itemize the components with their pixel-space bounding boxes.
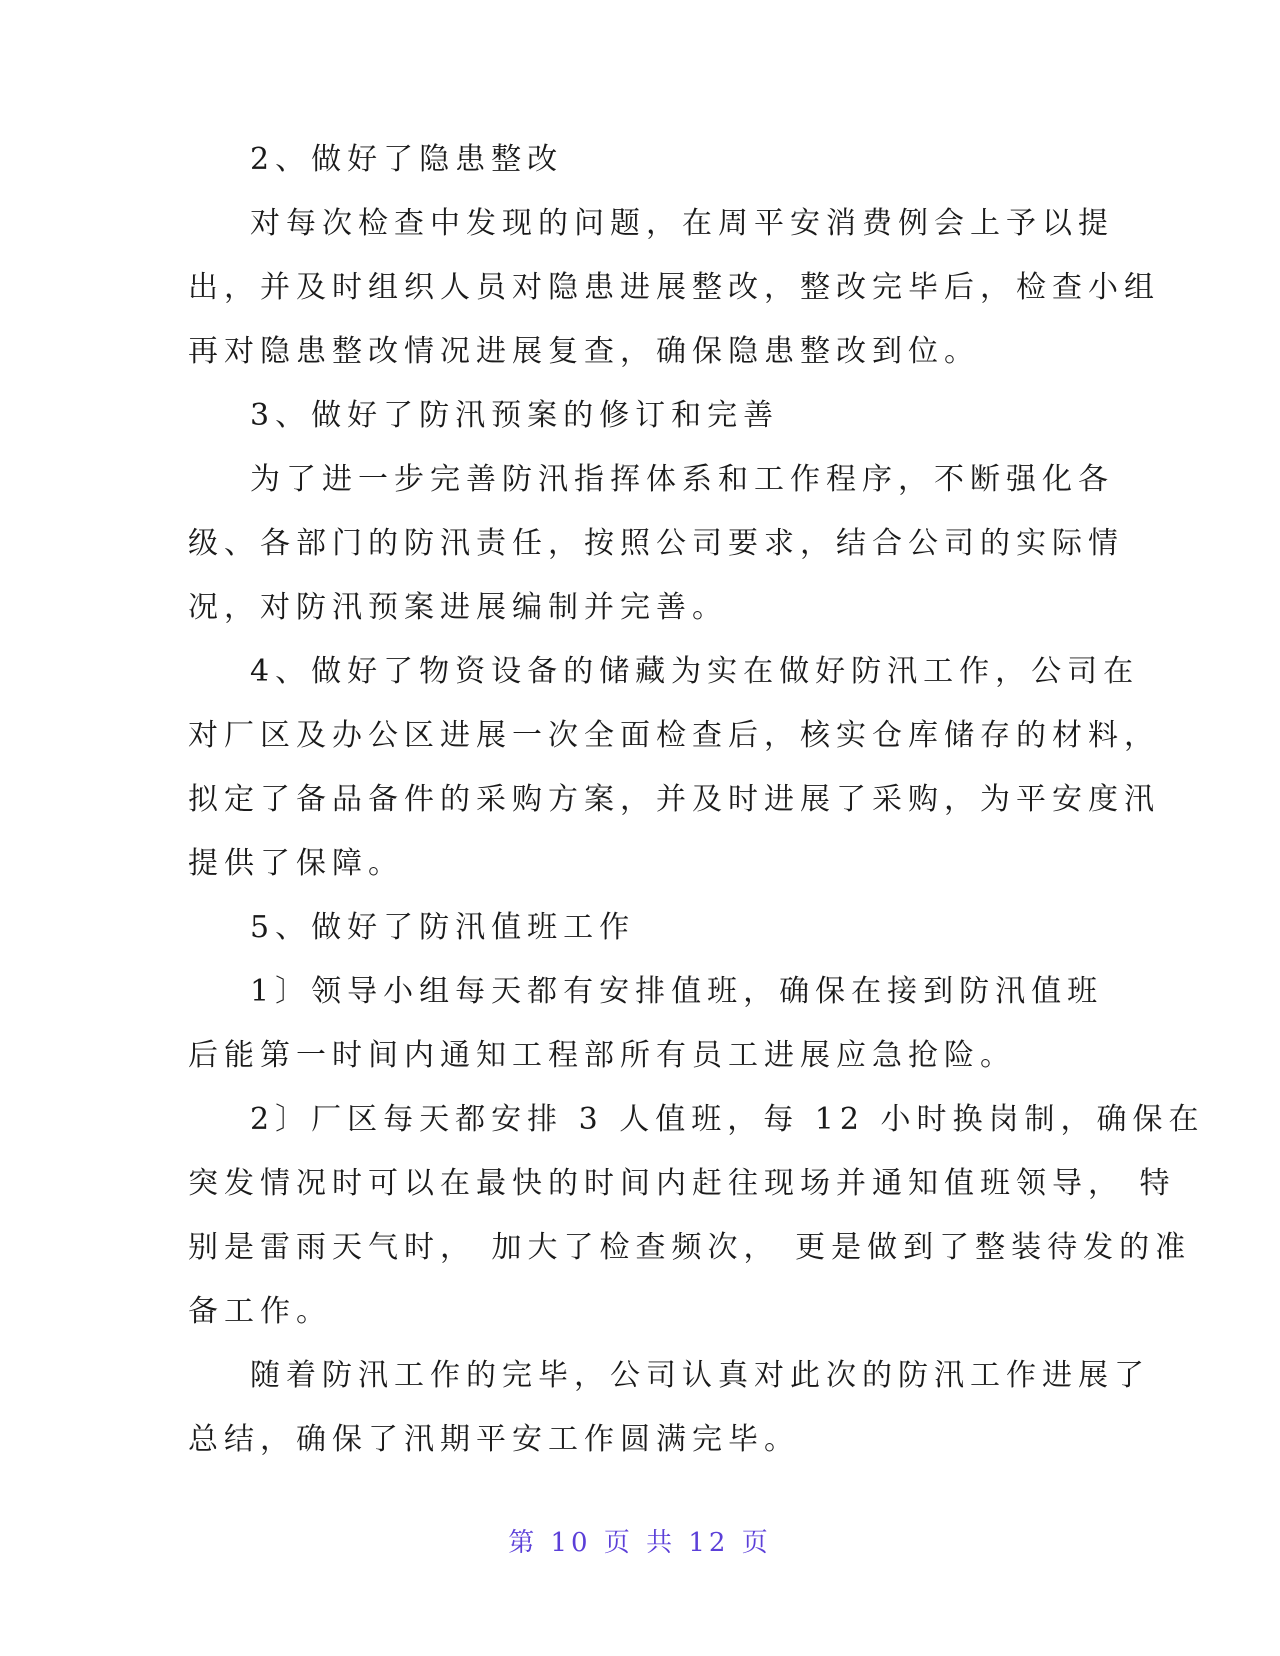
paragraph-line: 2〕厂区每天都安排 3 人值班，每 12 小时换岗制，确保在: [250, 1102, 1205, 1137]
paragraph-line: 别是雷雨天气时， 加大了检查频次， 更是做到了整装待发的准: [188, 1230, 1192, 1265]
paragraph-line: 备工作。: [188, 1294, 332, 1329]
paragraph-line: 突发情况时可以在最快的时间内赶往现场并通知值班领导， 特: [188, 1166, 1176, 1201]
section-heading-4: 4、做好了物资设备的储藏为实在做好防汛工作，公司在: [250, 654, 1140, 689]
paragraph-line: 再对隐患整改情况进展复查，确保隐患整改到位。: [188, 334, 980, 369]
section-heading-2: 2、做好了隐患整改: [250, 142, 564, 177]
paragraph-line: 提供了保障。: [188, 846, 404, 881]
paragraph-line: 1〕领导小组每天都有安排值班，确保在接到防汛值班: [250, 974, 1104, 1009]
page-number-footer: 第 10 页 共 12 页: [508, 1528, 772, 1558]
paragraph-line: 出，并及时组织人员对隐患进展整改，整改完毕后，检查小组: [188, 270, 1160, 305]
paragraph-line: 随着防汛工作的完毕，公司认真对此次的防汛工作进展了: [250, 1358, 1150, 1393]
paragraph-line: 总结，确保了汛期平安工作圆满完毕。: [188, 1422, 800, 1457]
paragraph-line: 级、各部门的防汛责任，按照公司要求，结合公司的实际情: [188, 526, 1124, 561]
paragraph-line: 况，对防汛预案进展编制并完善。: [188, 590, 728, 625]
section-heading-5: 5、做好了防汛值班工作: [250, 910, 636, 945]
section-heading-3: 3、做好了防汛预案的修订和完善: [250, 398, 780, 433]
document-body: [188, 128, 1205, 1472]
paragraph-line: 为了进一步完善防汛指挥体系和工作程序，不断强化各: [250, 462, 1114, 497]
paragraph-line: 对每次检查中发现的问题，在周平安消费例会上予以提: [250, 206, 1114, 241]
paragraph-line: 后能第一时间内通知工程部所有员工进展应急抢险。: [188, 1038, 1016, 1073]
paragraph-line: 对厂区及办公区进展一次全面检查后，核实仓库储存的材料，: [188, 718, 1160, 753]
paragraph-line: 拟定了备品备件的采购方案，并及时进展了采购，为平安度汛: [188, 782, 1160, 817]
